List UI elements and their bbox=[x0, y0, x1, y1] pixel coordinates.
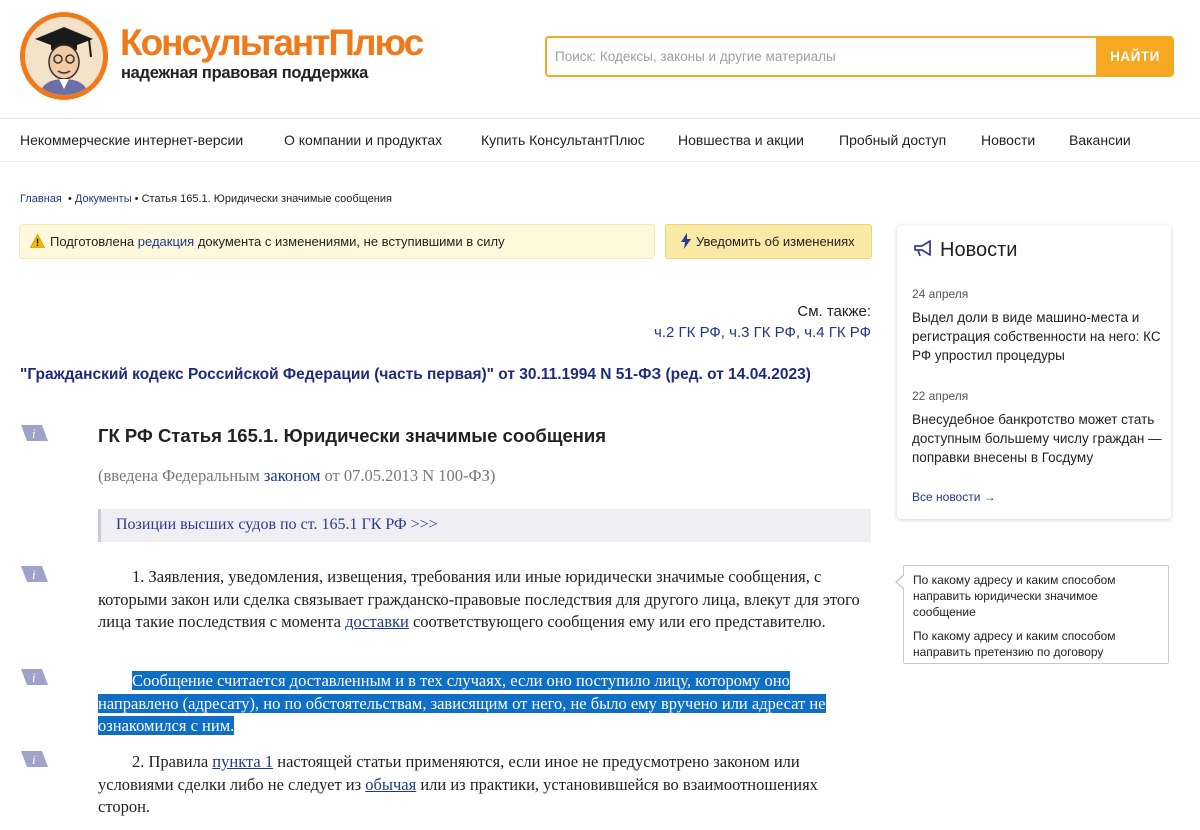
news-date: 24 апреля bbox=[912, 287, 969, 301]
notify-changes-button[interactable] bbox=[665, 224, 872, 259]
tooltip-item[interactable]: По какому адресу и каким способом направить юридически значимое сообщение bbox=[913, 573, 1116, 619]
document-title-link[interactable]: "Гражданский кодекс Российской Федерации (часть первая)" от 30.11.1994 N 51-ФЗ (ред. от 14.04.2023) bbox=[20, 366, 811, 383]
nav-item-promotions[interactable]: Новшества и акции bbox=[678, 132, 804, 148]
tooltip-item[interactable]: По какому адресу и каким способом направить претензию по договору bbox=[913, 629, 1116, 659]
svg-text:i: i bbox=[32, 752, 36, 767]
news-panel bbox=[897, 225, 1171, 519]
logo-subtitle: надежная правовая поддержка bbox=[121, 64, 369, 82]
nav-item-noncommercial[interactable]: Некоммерческие интернет-версии bbox=[20, 132, 244, 148]
edition-warning-banner bbox=[19, 224, 655, 259]
info-icon[interactable] bbox=[20, 564, 50, 586]
search-input[interactable] bbox=[545, 36, 1098, 77]
court-positions-link[interactable]: Позиции высших судов по ст. 165.1 ГК РФ >>> bbox=[98, 509, 871, 542]
delivery-link[interactable]: доставки bbox=[345, 612, 409, 631]
all-news-link[interactable]: Все новости → bbox=[912, 490, 996, 504]
nav-item-vacancies[interactable]: Вакансии bbox=[1069, 132, 1131, 148]
header bbox=[0, 0, 1200, 118]
news-date: 22 апреля bbox=[912, 389, 969, 403]
news-item[interactable]: Выдел доли в виде машино-места и регистрация собственности на него: КС РФ упростил процедуры bbox=[912, 310, 1161, 363]
nav-item-buy[interactable]: Купить КонсультантПлюс bbox=[481, 132, 645, 148]
nav-item-about[interactable]: О компании и продуктах bbox=[284, 132, 443, 148]
logo-mascot-icon[interactable] bbox=[20, 12, 108, 100]
nav-item-trial[interactable]: Пробный доступ bbox=[839, 132, 947, 148]
banner-prefix: Подготовлена bbox=[50, 234, 135, 249]
see-also-label: См. также: bbox=[797, 303, 871, 320]
info-icon[interactable] bbox=[20, 667, 50, 689]
info-icon[interactable] bbox=[20, 423, 50, 445]
see-also bbox=[654, 303, 871, 341]
see-also-links[interactable]: ч.2 ГК РФ, ч.3 ГК РФ, ч.4 ГК РФ bbox=[654, 324, 871, 341]
paragraph-3: 2. Правила пункта 1 настоящей статьи применяются, если иное не предусмотрено законом или условиями сделки либо не следует из обычая или из практики, установившейся во взаимоотношениях сторон. bbox=[98, 752, 818, 816]
notify-changes-label: Уведомить об изменениях bbox=[696, 234, 855, 249]
edition-link[interactable]: редакция bbox=[137, 234, 195, 249]
top-navigation bbox=[0, 118, 1200, 162]
related-questions-tooltip bbox=[903, 565, 1169, 664]
breadcrumb-current: • Статья 165.1. Юридически значимые сообщения bbox=[134, 193, 392, 205]
logo-title[interactable]: КонсультантПлюс bbox=[120, 22, 423, 63]
paragraph-1: 1. Заявления, уведомления, извещения, требования или иные юридически значимые сообщения, с которыми закон или сделка связывает гражданско-правовые последствия для другого лица, влекут для этого лица такие последствия с момента доставки соответствующего сообщения ему или его представителю. bbox=[98, 567, 860, 631]
banner-suffix: документа с изменениями, не вступившими в силу bbox=[197, 234, 505, 249]
news-item[interactable]: Внесудебное банкротство может стать доступным большему числу граждан — поправки внесены в Госдуму bbox=[912, 412, 1162, 465]
svg-text:i: i bbox=[32, 426, 36, 441]
selected-text[interactable]: Сообщение считается доставленным и в тех случаях, если оно поступило лицу, которому оно направлено (адресату), но по обстоятельствам, зависящим от него, не было ему вручено или адресат не ознакомился с ним. bbox=[98, 671, 826, 735]
search-button[interactable]: НАЙТИ bbox=[1096, 36, 1174, 77]
intro-law-link[interactable]: законом bbox=[263, 466, 321, 485]
article-intro: (введена Федеральным законом от 07.05.2013 N 100-ФЗ) bbox=[98, 466, 496, 485]
megaphone-icon bbox=[913, 240, 933, 258]
bolt-icon bbox=[681, 233, 691, 249]
svg-text:i: i bbox=[32, 567, 36, 582]
paragraph-2 bbox=[98, 670, 871, 738]
info-icon[interactable] bbox=[20, 749, 50, 771]
svg-text:i: i bbox=[32, 670, 36, 685]
breadcrumb-home[interactable]: Главная bbox=[20, 193, 62, 205]
point-1-link[interactable]: пункта 1 bbox=[212, 752, 274, 771]
breadcrumb: Главная • Документы • Статья 165.1. Юридически значимые сообщения bbox=[20, 193, 392, 205]
custom-link[interactable]: обычая bbox=[365, 774, 417, 794]
news-title: Новости bbox=[940, 239, 1018, 261]
nav-item-news[interactable]: Новости bbox=[981, 132, 1036, 148]
article-heading: ГК РФ Статья 165.1. Юридически значимые сообщения bbox=[98, 425, 607, 446]
breadcrumb-documents[interactable]: Документы bbox=[74, 193, 132, 205]
warning-icon bbox=[30, 234, 45, 248]
